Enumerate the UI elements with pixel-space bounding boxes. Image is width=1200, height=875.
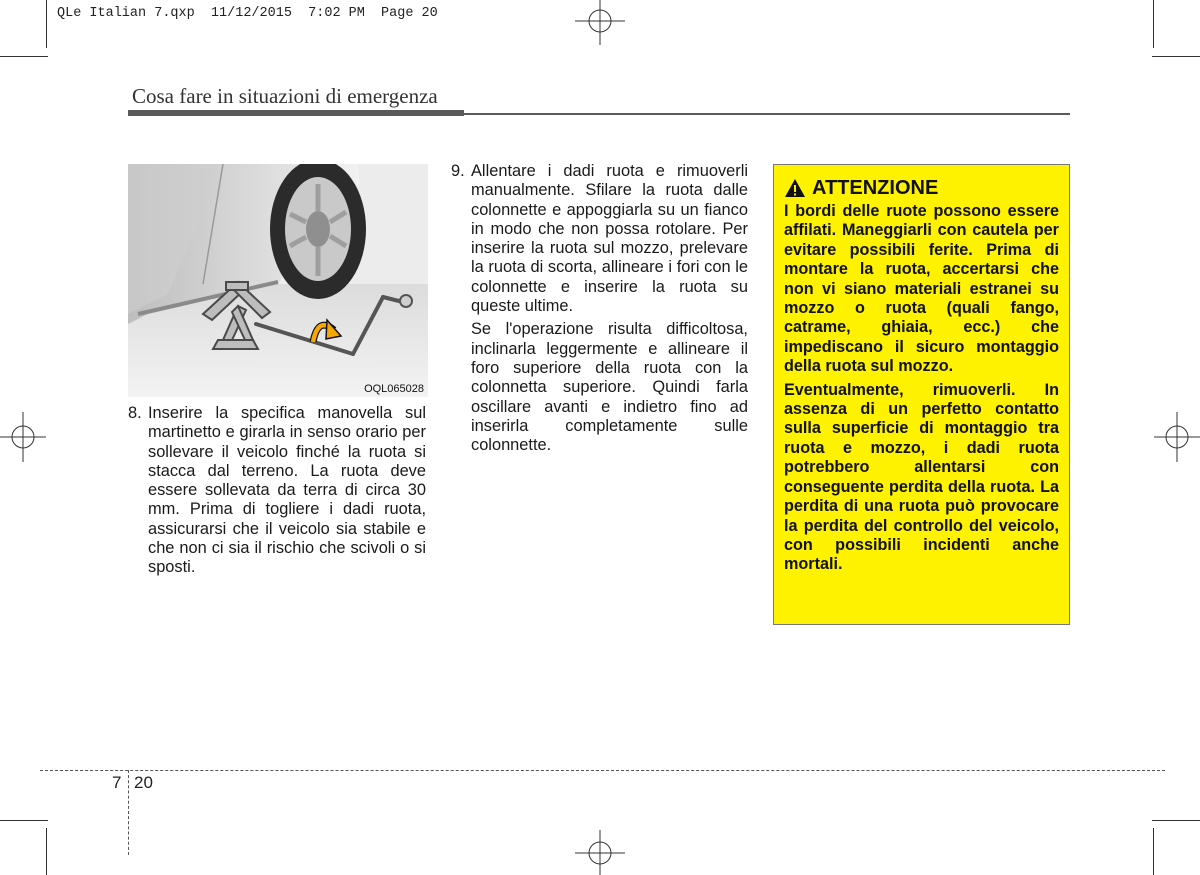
header-rule-thick: [128, 110, 464, 116]
step-text: Inserire la specifica manovella sul martinetto e girarla in senso orario per sollevare il veicolo finché la ruota si stacca dal terreno. La ruota deve essere sollevata da terra di circa 30 mm. Prima di togliere i dadi ruota, assicurarsi che il veicolo sia stabile e che non ci sia il rischio che scivoli o si sposti.: [148, 404, 426, 577]
footer-dashed-line: [40, 770, 1165, 771]
registration-mark-bottom: [575, 830, 625, 875]
step-8-block: [128, 404, 426, 578]
page-number: 20: [134, 773, 153, 792]
car-jack-illustration: [128, 164, 428, 397]
registration-mark-left: [0, 412, 46, 462]
warning-triangle-icon: [784, 178, 806, 198]
warning-title: ATTENZIONE: [812, 176, 939, 199]
figure-code: OQL065028: [364, 383, 424, 395]
section-title: Cosa fare in situazioni di emergenza: [132, 84, 438, 108]
registration-mark-right: [1154, 412, 1200, 462]
header-rule-thin: [464, 113, 1070, 115]
step-number: 8.: [128, 404, 142, 422]
footer-dashed-divider: [128, 770, 129, 855]
step-number: 9.: [451, 162, 465, 180]
registration-mark-top: [575, 0, 625, 46]
warning-box: [773, 164, 1070, 625]
step-text: Allentare i dadi ruota e rimuoverli manualmente. Sfilare la ruota dalle colonnette e appoggiarla su un fianco in modo che non possa rotolare. Per inserire la ruota sul mozzo, prelevare la ruota di scorta, allineare i fori con le colonnette e inserire la ruota su queste ultime.: [471, 162, 748, 316]
warning-paragraph-1: I bordi delle ruote possono essere affilati. Maneggiarli con cautela per evitare possibili ferite. Prima di montare la ruota, accertarsi che non vi siano materiali estranei su mozzo o ruota (quali fango, catrame, ghiaia, ecc.) che impediscano il sicuro montaggio della ruota sul mozzo.: [784, 202, 1059, 376]
jack-figure: [128, 164, 428, 397]
step-9-paragraph-2: Se l'operazione risulta difficoltosa, inclinarla leggermente e allineare il foro superiore della ruota con la colonnetta superiore. Quindi farla oscillare avanti e indietro fino ad inserirla completamente sulle colonnette.: [471, 320, 748, 455]
warning-paragraph-2: Eventualmente, rimuoverli. In assenza di un perfetto contatto sulla superficie di montaggio tra ruota e mozzo, i dadi ruota potrebbero allentarsi con conseguente perdita della ruota. La perdita di una ruota può provocare la perdita del controllo del veicolo, con possibili incidenti anche mortali.: [784, 380, 1059, 574]
chapter-number: 7: [112, 773, 122, 792]
step-9-block: [451, 162, 748, 455]
print-slug: QLe Italian 7.qxp 11/12/2015 7:02 PM Page 20: [57, 6, 438, 21]
warning-header: [784, 174, 1059, 202]
warning-body: [784, 202, 1059, 575]
